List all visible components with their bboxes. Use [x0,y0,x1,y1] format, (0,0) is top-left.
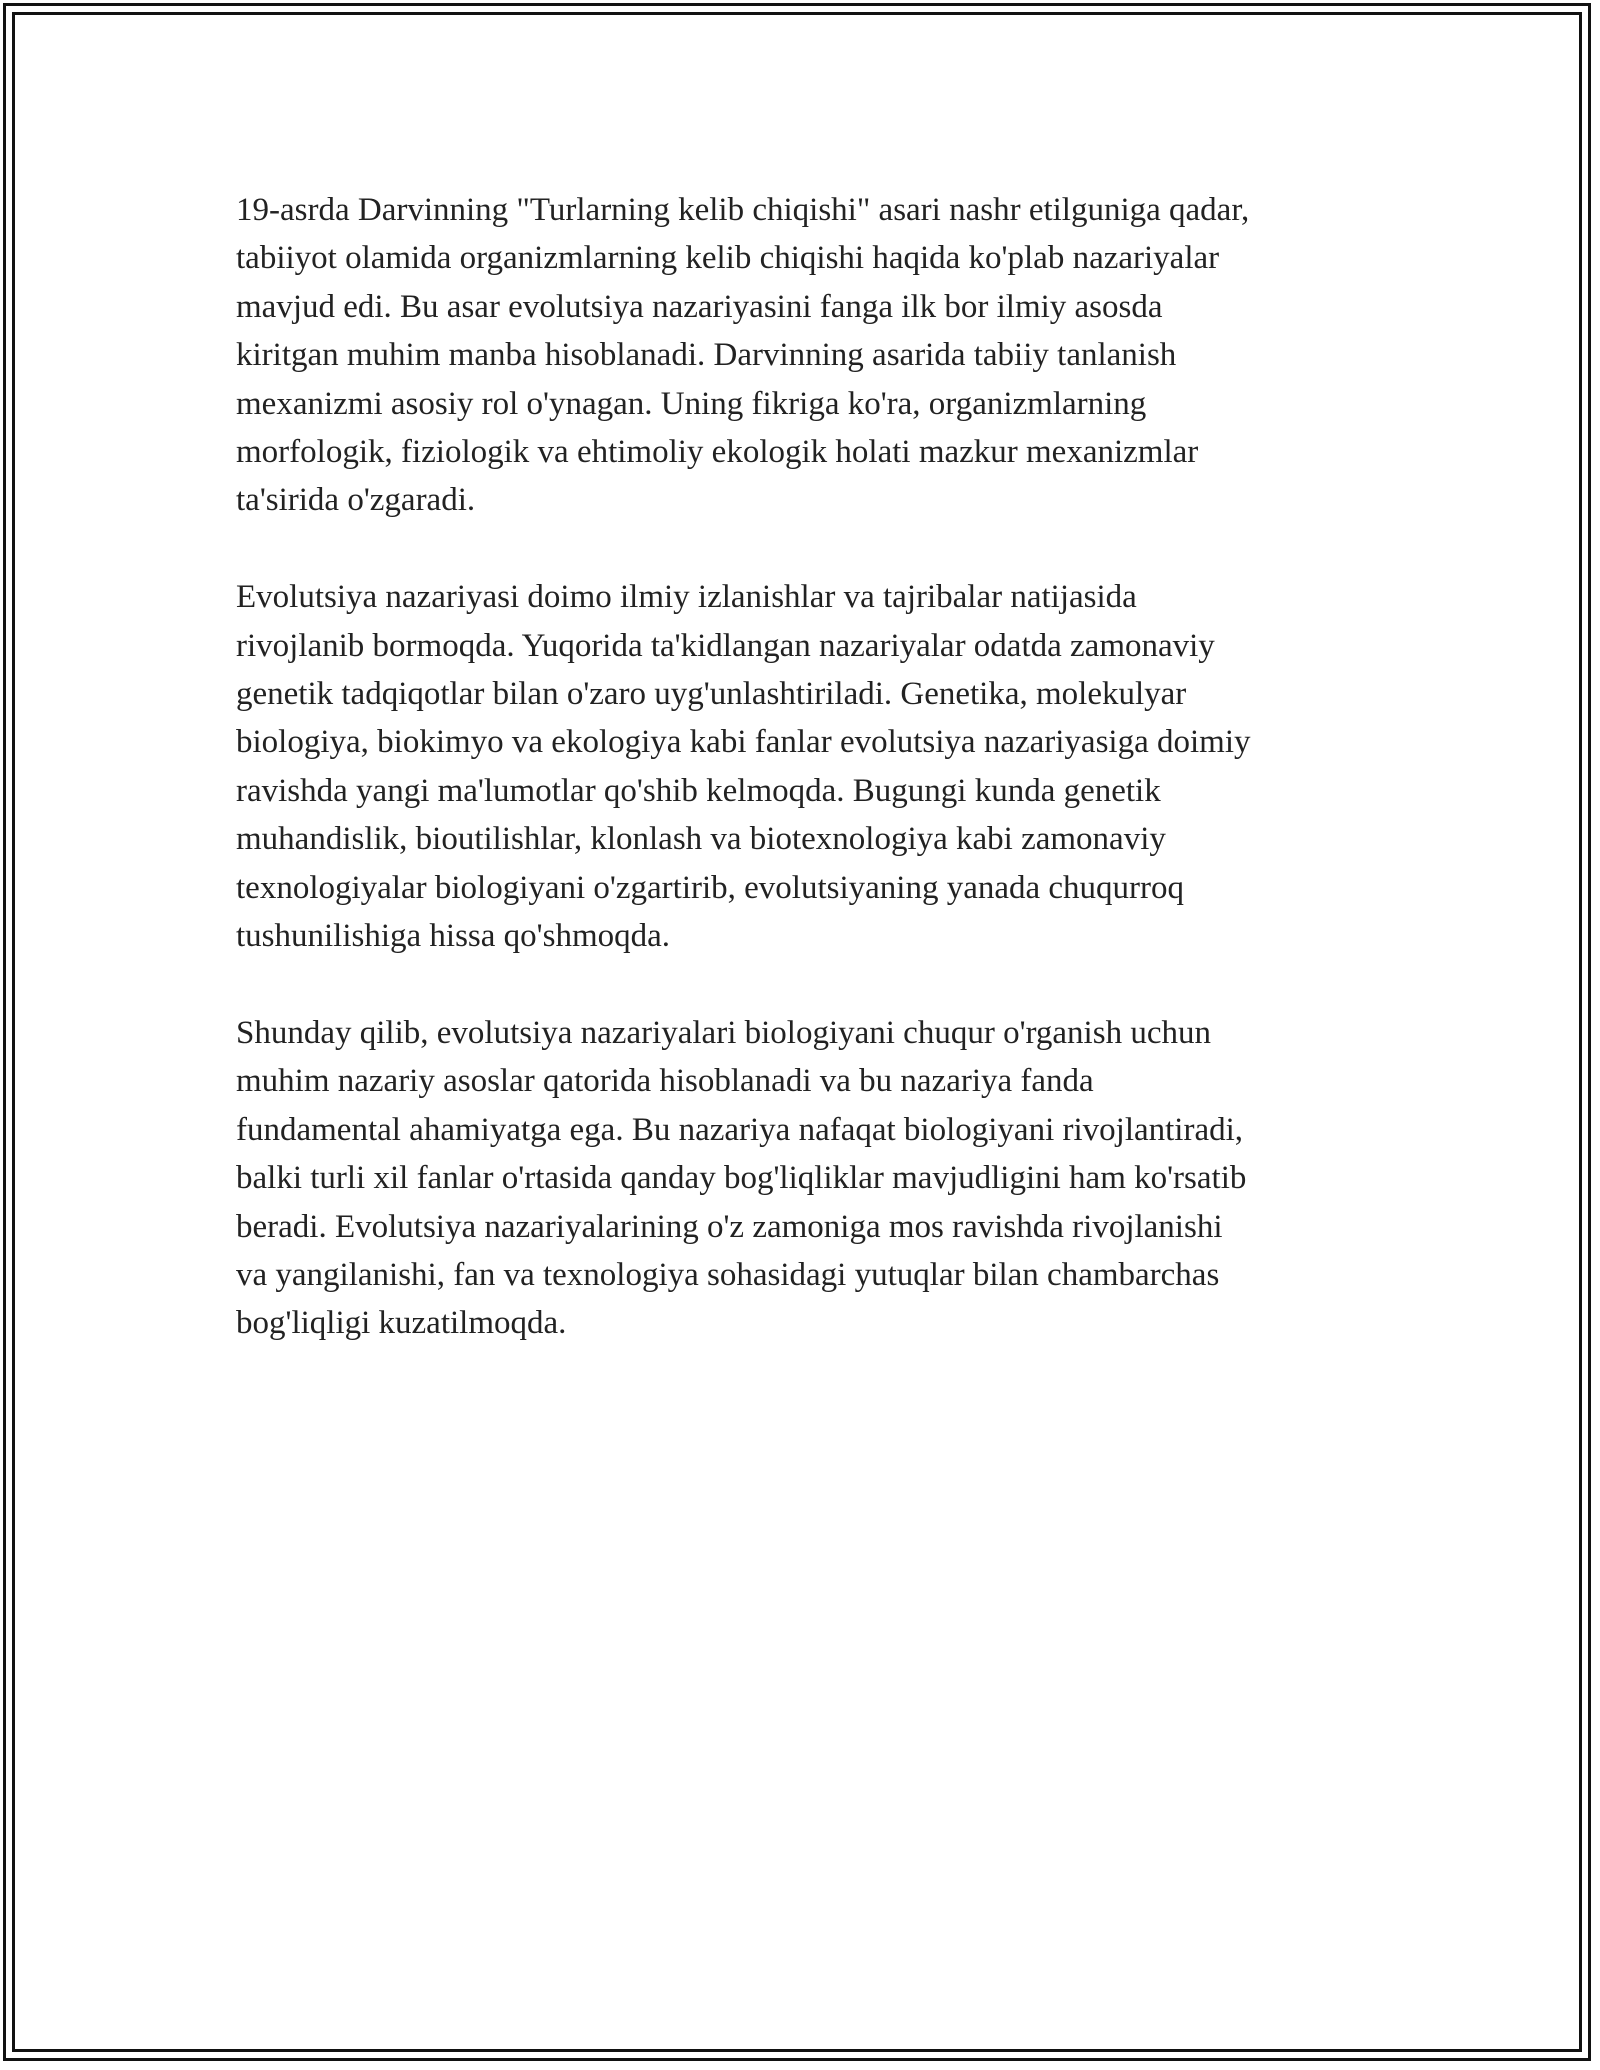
document-body [236,186,1376,1396]
paragraph-3 [236,1009,1376,1348]
text-line: mexanizmi asosiy rol o'ynagan. Uning fikriga ko'ra, organizmlarning [236,385,1147,422]
text-line: mavjud edi. Bu asar evolutsiya nazariyasini fanga ilk bor ilmiy asosda [236,288,1163,325]
text-line: balki turli xil fanlar o'rtasida qanday bog'liqliklar mavjudligini ham ko'rsatib [236,1160,1247,1197]
text-line: ta'sirida o'zgaradi. [236,482,476,519]
text-line: Evolutsiya nazariyasi doimo ilmiy izlanishlar va tajribalar natijasida [236,579,1137,616]
text-line: muhandislik, bioutilishlar, klonlash va biotexnologiya kabi zamonaviy [236,821,1166,858]
text-line: beradi. Evolutsiya nazariyalarining o'z zamoniga mos ravishda rivojlanishi [236,1208,1223,1245]
text-line: va yangilanishi, fan va texnologiya sohasidagi yutuqlar bilan chambarchas [236,1256,1220,1293]
text-line: tabiiyot olamida organizmlarning kelib chiqishi haqida ko'plab nazariyalar [236,240,1220,277]
text-line: tushunilishiga hissa qo'shmoqda. [236,918,671,955]
text-line: Shunday qilib, evolutsiya nazariyalari biologiyani chuqur o'rganish uchun [236,1014,1211,1051]
text-line: 19-asrda Darvinning "Turlarning kelib chiqishi" asari nashr etilguniga qadar, [236,192,1250,228]
text-line: kiritgan muhim manba hisoblanadi. Darvinning asarida tabiiy tanlanish [236,337,1177,374]
text-line: morfologik, fiziologik va ehtimoliy ekologik holati mazkur mexanizmlar [236,434,1199,471]
text-line: genetik tadqiqotlar bilan o'zaro uyg'unlashtiriladi. Genetika, molekulyar [236,676,1187,713]
paragraph-2 [236,573,1376,960]
text-line: ravishda yangi ma'lumotlar qo'shib kelmoqda. Bugungi kunda genetik [236,772,1161,809]
text-line: texnologiyalar biologiyani o'zgartirib, evolutsiyaning yanada chuqurroq [236,869,1185,906]
text-line: muhim nazariy asoslar qatorida hisoblanadi va bu nazariya fanda [236,1063,1094,1100]
text-line: fundamental ahamiyatga ega. Bu nazariya nafaqat biologiyani rivojlantiradi, [236,1111,1244,1148]
text-line: bog'liqligi kuzatilmoqda. [236,1305,567,1342]
text-line: rivojlanib bormoqda. Yuqorida ta'kidlangan nazariyalar odatda zamonaviy [236,627,1215,664]
paragraph-1 [236,186,1376,525]
text-line: biologiya, biokimyo va ekologiya kabi fanlar evolutsiya nazariyasiga doimiy [236,724,1251,761]
